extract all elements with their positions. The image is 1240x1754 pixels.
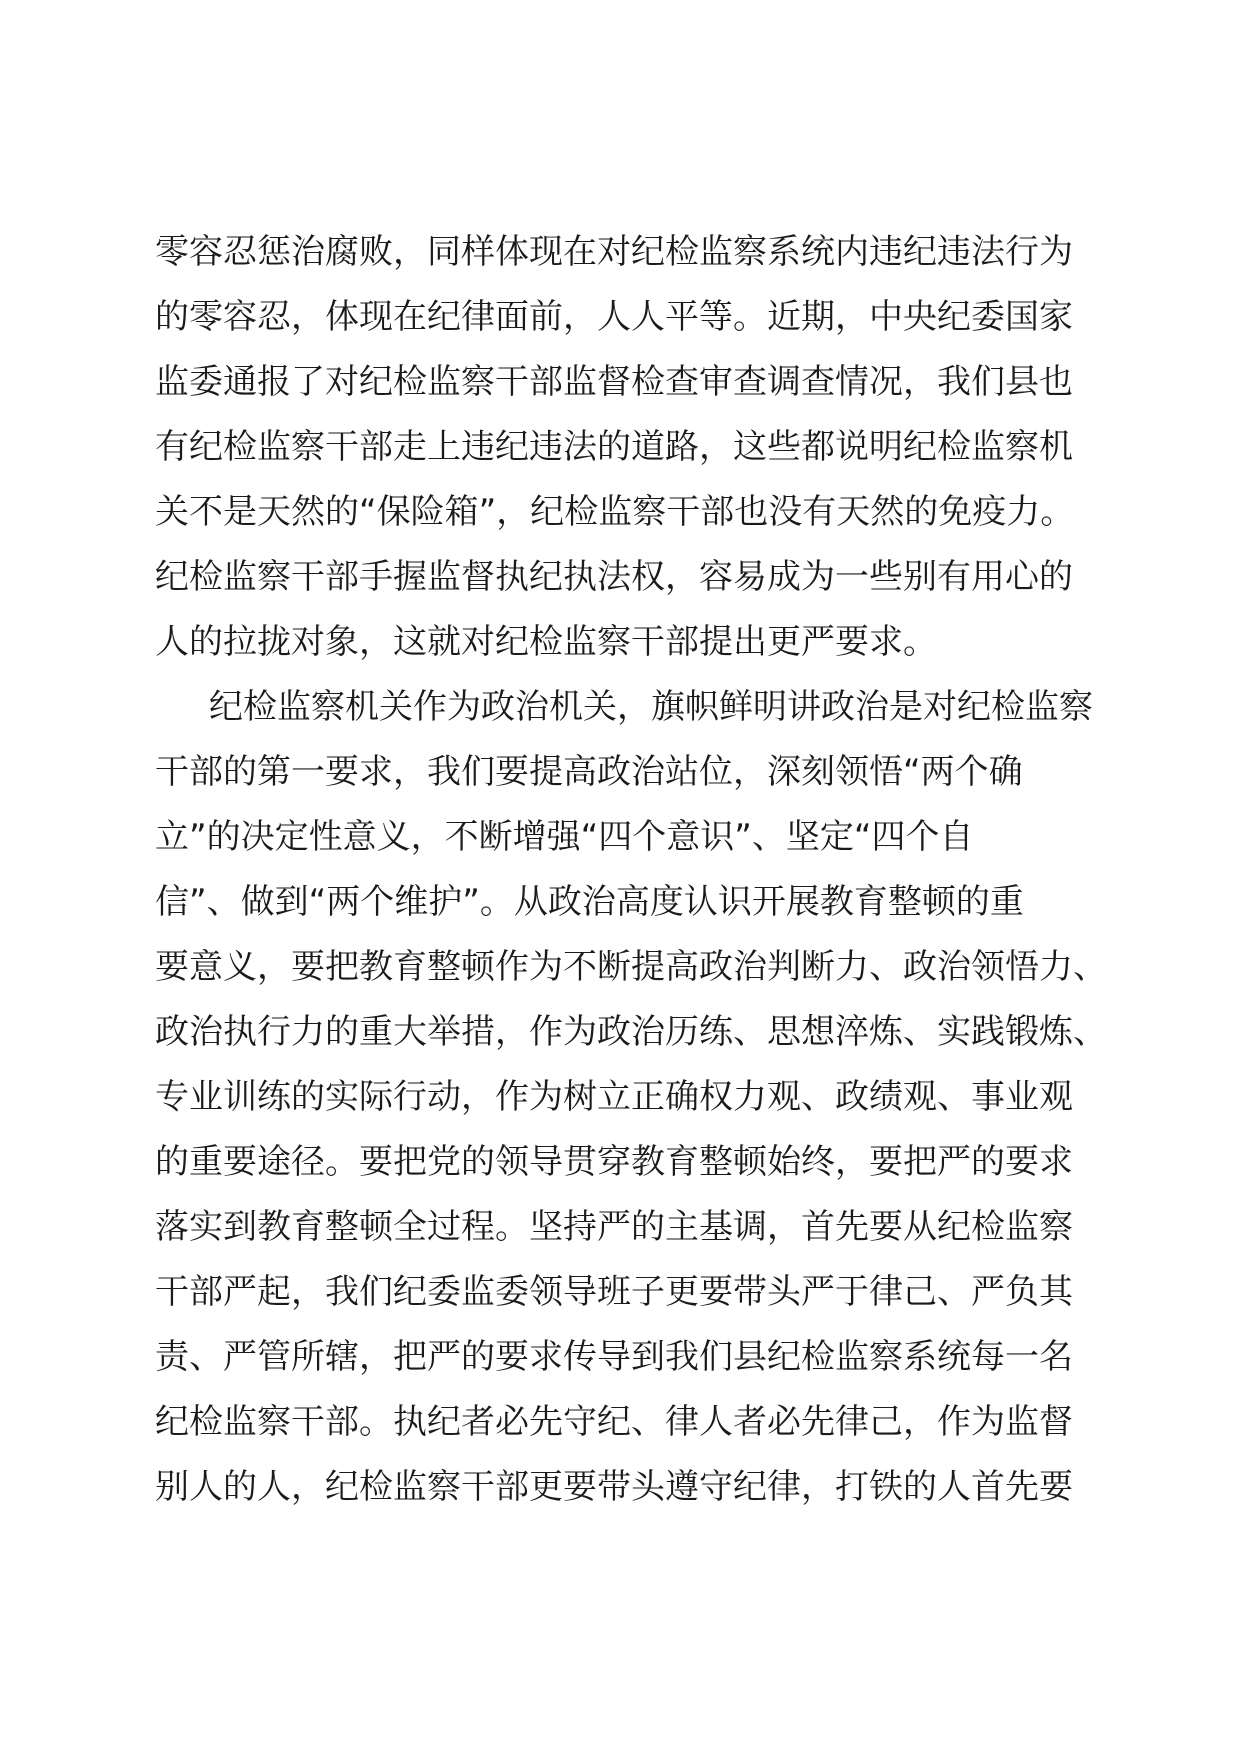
text-line: 的零容忍，体现在纪律面前，人人平等。近期，中央纪委国家 xyxy=(155,297,1073,337)
body-text xyxy=(155,220,1115,1520)
text-line: 责、严管所辖，把严的要求传导到我们县纪检监察系统每一名 xyxy=(155,1337,1073,1377)
text-line: 干部严起，我们纪委监委领导班子更要带头严于律己、严负其 xyxy=(155,1272,1073,1312)
text-line: 人的拉拢对象，这就对纪检监察干部提出更严要求。 xyxy=(155,622,937,662)
text-line: 落实到教育整顿全过程。坚持严的主基调，首先要从纪检监察 xyxy=(155,1207,1073,1247)
text-line: 零容忍惩治腐败，同样体现在对纪检监察系统内违纪违法行为 xyxy=(155,232,1073,272)
text-line: 别人的人，纪检监察干部更要带头遵守纪律，打铁的人首先要 xyxy=(155,1467,1073,1507)
text-line: 关不是天然的“保险箱”，纪检监察干部也没有天然的免疫力。 xyxy=(155,492,1075,532)
text-line: 监委通报了对纪检监察干部监督检查审查调查情况，我们县也 xyxy=(155,362,1073,402)
text-line: 纪检监察干部手握监督执纪执法权，容易成为一些别有用心的 xyxy=(155,557,1073,597)
text-line: 信”、做到“两个维护”。从政治高度认识开展教育整顿的重 xyxy=(155,882,1024,922)
text-line: 立”的决定性意义，不断增强“四个意识”、坚定“四个自 xyxy=(155,817,974,857)
text-line: 专业训练的实际行动，作为树立正确权力观、政绩观、事业观 xyxy=(155,1077,1073,1117)
text-line: 要意义，要把教育整顿作为不断提高政治判断力、政治领悟力、 xyxy=(155,947,1107,987)
text-line: 政治执行力的重大举措，作为政治历练、思想淬炼、实践锻炼、 xyxy=(155,1012,1107,1052)
text-line: 的重要途径。要把党的领导贯穿教育整顿始终，要把严的要求 xyxy=(155,1142,1073,1182)
text-line: 干部的第一要求，我们要提高政治站位，深刻领悟“两个确 xyxy=(155,752,1023,792)
text-line: 纪检监察干部。执纪者必先守纪、律人者必先律己，作为监督 xyxy=(155,1402,1073,1442)
text-line: 有纪检监察干部走上违纪违法的道路，这些都说明纪检监察机 xyxy=(155,427,1073,467)
paragraph-first-line: 纪检监察机关作为政治机关，旗帜鲜明讲政治是对纪检监察 xyxy=(209,687,1093,727)
